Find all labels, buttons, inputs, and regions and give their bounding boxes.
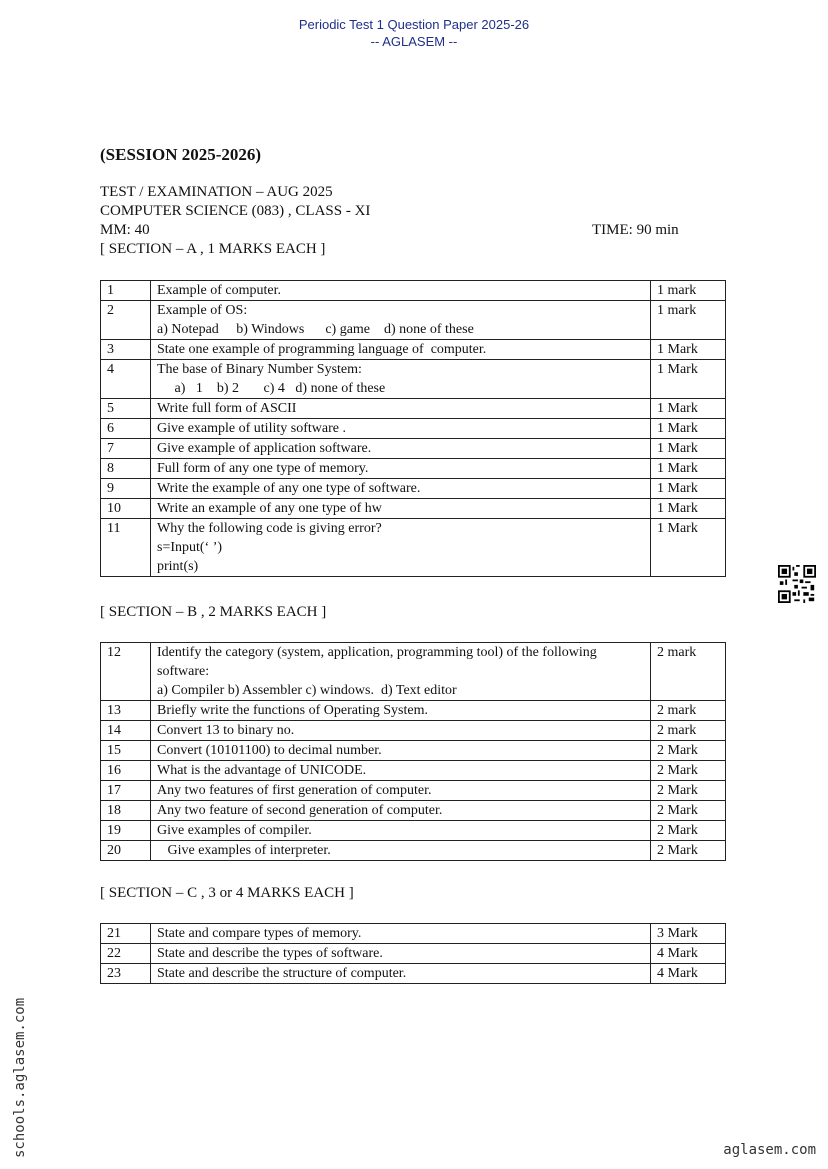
question-marks: 4 Mark xyxy=(651,944,726,964)
question-row xyxy=(101,821,726,841)
question-text: Give examples of compiler. xyxy=(157,823,312,838)
question-row xyxy=(101,519,726,577)
question-text: Full form of any one type of memory. xyxy=(157,461,369,476)
question-cell xyxy=(151,340,651,360)
question-text: Write an example of any one type of hw xyxy=(157,501,382,516)
question-text: Give example of application software. xyxy=(157,441,372,456)
question-number: 2 xyxy=(101,301,151,340)
question-text: Give example of utility software . xyxy=(157,421,346,436)
question-marks: 1 Mark xyxy=(651,479,726,499)
question-number: 5 xyxy=(101,399,151,419)
question-number: 21 xyxy=(101,924,151,944)
question-cell xyxy=(151,944,651,964)
question-text: Any two feature of second generation of computer. xyxy=(157,803,443,818)
question-number: 23 xyxy=(101,964,151,984)
question-text: State one example of programming language of computer. xyxy=(157,342,487,357)
qr-code-icon xyxy=(778,565,816,603)
question-cell xyxy=(151,801,651,821)
question-row xyxy=(101,964,726,984)
question-marks: 1 Mark xyxy=(651,519,726,577)
question-cell xyxy=(151,701,651,721)
question-row xyxy=(101,944,726,964)
question-row xyxy=(101,643,726,701)
question-row xyxy=(101,761,726,781)
question-row xyxy=(101,301,726,340)
question-number: 1 xyxy=(101,281,151,301)
time-limit: TIME: 90 min xyxy=(592,222,679,238)
question-marks: 1 Mark xyxy=(651,439,726,459)
header-title: Periodic Test 1 Question Paper 2025-26 xyxy=(298,17,530,32)
question-marks: 1 Mark xyxy=(651,340,726,360)
question-number: 6 xyxy=(101,419,151,439)
question-cell xyxy=(151,741,651,761)
question-row xyxy=(101,499,726,519)
question-row xyxy=(101,741,726,761)
question-number: 8 xyxy=(101,459,151,479)
question-text: Give examples of interpreter. xyxy=(157,843,331,858)
question-text: State and describe the structure of computer. xyxy=(157,966,407,981)
question-row xyxy=(101,801,726,821)
session-heading: (SESSION 2025-2026) xyxy=(100,145,262,164)
section-b-table xyxy=(100,642,726,861)
question-row xyxy=(101,399,726,419)
question-option-line: a) Notepad b) Windows c) game d) none of these xyxy=(157,322,474,337)
question-text: Identify the category (system, application, programming tool) of the following software: xyxy=(157,645,601,679)
question-text: What is the advantage of UNICODE. xyxy=(157,763,367,778)
question-marks: 1 mark xyxy=(651,301,726,340)
question-number: 11 xyxy=(101,519,151,577)
question-cell xyxy=(151,643,651,701)
question-marks: 1 Mark xyxy=(651,499,726,519)
question-number: 20 xyxy=(101,841,151,861)
question-number: 14 xyxy=(101,721,151,741)
question-number: 17 xyxy=(101,781,151,801)
question-text: Write full form of ASCII xyxy=(157,401,297,416)
question-text: State and describe the types of software. xyxy=(157,946,383,961)
question-cell xyxy=(151,964,651,984)
question-marks: 1 Mark xyxy=(651,419,726,439)
question-option-line: a) Compiler b) Assembler c) windows. d) Text editor xyxy=(157,683,457,698)
question-cell xyxy=(151,841,651,861)
question-cell xyxy=(151,519,651,577)
question-marks: 2 mark xyxy=(651,721,726,741)
question-text: Any two features of first generation of computer. xyxy=(157,783,432,798)
question-number: 16 xyxy=(101,761,151,781)
question-option-line: print(s) xyxy=(157,559,199,574)
question-row xyxy=(101,721,726,741)
question-row xyxy=(101,281,726,301)
question-cell xyxy=(151,781,651,801)
question-marks: 2 Mark xyxy=(651,781,726,801)
question-row xyxy=(101,479,726,499)
question-row xyxy=(101,360,726,399)
question-marks: 2 Mark xyxy=(651,841,726,861)
section-a-table xyxy=(100,280,726,577)
question-row xyxy=(101,841,726,861)
question-number: 7 xyxy=(101,439,151,459)
question-text: Example of OS: xyxy=(157,303,248,318)
question-cell xyxy=(151,721,651,741)
question-text: The base of Binary Number System: xyxy=(157,362,362,377)
question-row xyxy=(101,340,726,360)
question-marks: 2 Mark xyxy=(651,821,726,841)
question-marks: 2 Mark xyxy=(651,761,726,781)
subject-line: COMPUTER SCIENCE (083) , CLASS - XI xyxy=(100,203,371,219)
question-number: 15 xyxy=(101,741,151,761)
question-number: 22 xyxy=(101,944,151,964)
question-text: State and compare types of memory. xyxy=(157,926,362,941)
question-number: 4 xyxy=(101,360,151,399)
question-cell xyxy=(151,479,651,499)
question-marks: 1 Mark xyxy=(651,459,726,479)
question-row xyxy=(101,439,726,459)
question-number: 12 xyxy=(101,643,151,701)
question-number: 18 xyxy=(101,801,151,821)
question-marks: 1 Mark xyxy=(651,399,726,419)
question-cell xyxy=(151,924,651,944)
question-number: 13 xyxy=(101,701,151,721)
question-marks: 2 Mark xyxy=(651,801,726,821)
max-marks: MM: 40 xyxy=(100,222,150,238)
question-text: Example of computer. xyxy=(157,283,282,298)
header-brand: -- AGLASEM -- xyxy=(370,34,458,49)
question-text: Write the example of any one type of software. xyxy=(157,481,421,496)
question-text: Convert 13 to binary no. xyxy=(157,723,295,738)
question-cell xyxy=(151,821,651,841)
question-number: 3 xyxy=(101,340,151,360)
question-text: Briefly write the functions of Operating System. xyxy=(157,703,428,718)
section-c-table xyxy=(100,923,726,984)
question-marks: 2 mark xyxy=(651,643,726,701)
section-a-title: [ SECTION – A , 1 MARKS EACH ] xyxy=(100,241,326,257)
question-option-line: s=Input(‘ ’) xyxy=(157,540,223,555)
question-number: 9 xyxy=(101,479,151,499)
side-watermark: schools.aglasem.com xyxy=(12,997,28,1158)
question-cell xyxy=(151,459,651,479)
question-number: 19 xyxy=(101,821,151,841)
question-cell xyxy=(151,761,651,781)
question-option-line: a) 1 b) 2 c) 4 d) none of these xyxy=(157,381,386,396)
question-cell xyxy=(151,360,651,399)
section-c-title: [ SECTION – C , 3 or 4 MARKS EACH ] xyxy=(100,885,354,901)
question-marks: 1 Mark xyxy=(651,360,726,399)
question-text: Why the following code is giving error? xyxy=(157,521,382,536)
question-row xyxy=(101,701,726,721)
question-row xyxy=(101,419,726,439)
question-cell xyxy=(151,281,651,301)
question-row xyxy=(101,924,726,944)
footer-watermark: aglasem.com xyxy=(723,1142,816,1158)
question-marks: 3 Mark xyxy=(651,924,726,944)
question-cell xyxy=(151,439,651,459)
question-marks: 2 mark xyxy=(651,701,726,721)
question-cell xyxy=(151,419,651,439)
question-cell xyxy=(151,301,651,340)
question-marks: 4 Mark xyxy=(651,964,726,984)
question-cell xyxy=(151,399,651,419)
question-marks: 2 Mark xyxy=(651,741,726,761)
question-row xyxy=(101,781,726,801)
question-text: Convert (10101100) to decimal number. xyxy=(157,743,382,758)
question-number: 10 xyxy=(101,499,151,519)
question-row xyxy=(101,459,726,479)
section-b-title: [ SECTION – B , 2 MARKS EACH ] xyxy=(100,604,327,620)
question-cell xyxy=(151,499,651,519)
question-marks: 1 mark xyxy=(651,281,726,301)
test-line: TEST / EXAMINATION – AUG 2025 xyxy=(100,184,333,200)
